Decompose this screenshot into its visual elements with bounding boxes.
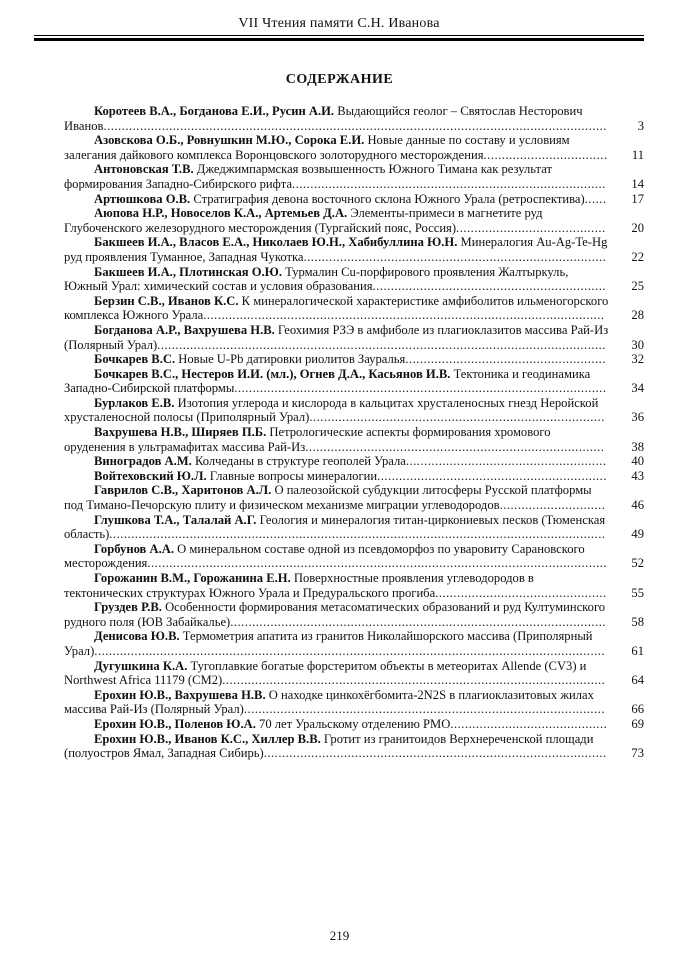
toc-entry-text [34,133,610,162]
entry-authors: Горожанин В.М., Горожанина Е.Н. [94,571,291,585]
toc-entry-text [34,732,610,761]
entry-title: Геохимия РЗЭ в амфиболе из плагиоклазитов массива Рай-Из (Полярный Урал) [64,322,609,352]
entry-page: 64 [631,673,644,688]
toc-entry [34,717,644,732]
toc-entry [34,352,644,367]
dot-leader: ........................................... [450,716,608,731]
dot-leader: ......................................... [456,220,606,235]
toc-entry [34,133,644,162]
header-rule-thin [34,35,644,36]
dot-leader: .............................................................................................................................. [147,556,608,571]
entry-page: 25 [631,279,644,294]
dot-leader: ................................................................ [372,279,606,294]
toc-entry-text [34,192,610,207]
toc-entry-text [34,235,610,264]
entry-page: 34 [631,381,644,396]
entry-authors: Дугушкина К.А. [94,658,188,673]
toc-entry-text [34,352,610,367]
running-head: VII Чтения памяти С.Н. Иванова [238,16,440,31]
dot-leader: .............................................................................................. [263,746,607,761]
entry-page: 14 [631,176,644,191]
entry-page: 22 [631,249,644,264]
header-rule-thick [34,38,644,41]
entry-authors: Бурлаков Е.В. [94,395,175,410]
entry-title: Турмалин Cu-порфирового проявления Жалтыркуль, Южный Урал: химический состав и условия образования [64,264,569,294]
entry-authors: Ерохин Ю.В., Иванов К.С., Хиллер В.В. [94,731,321,746]
toc-entry-text [34,600,610,629]
entry-authors: Ерохин Ю.В., Вахрушева Н.В. [94,687,266,702]
toc-entry-text [34,425,610,454]
dot-leader: .................................. [483,147,608,162]
toc-entry [34,732,644,761]
entry-authors: Артюшкова О.В. [94,191,191,206]
toc-entry [34,688,644,717]
entry-page: 73 [631,746,644,761]
entry-title: Изотопия углерода и кислорода в кальцитах хрусталеносных гнезд Неройской хрусталеносной полосы (Приполярный Урал) [64,395,599,425]
entry-title: Стратиграфия девона восточного склона Южного Урала (ретроспектива) [193,191,585,206]
entry-page: 58 [631,614,644,629]
toc-entry-text [34,513,610,542]
entry-authors: Берзин С.В., Иванов К.С. [94,293,239,308]
toc-entry-text [34,367,610,396]
entry-authors: Ерохин Ю.В., Поленов Ю.А. [94,716,256,731]
toc-entry [34,629,644,658]
dot-leader: ....................................................... [405,352,606,367]
toc-entry-text [34,162,610,191]
toc-entry [34,454,644,469]
dot-leader: ...................................................................................... [292,176,606,191]
dot-leader: .............................................................................................................. [203,308,605,323]
entry-authors: Войтеховский Ю.Л. [94,468,207,483]
dot-leader: ............................................................... [377,468,607,483]
toc-entry [34,162,644,191]
dot-leader: ...... [584,191,607,206]
entry-authors: Денисова Ю.В. [94,629,180,644]
toc-list [34,104,644,761]
toc-title: СОДЕРЖАНИЕ [285,72,394,87]
entry-title: Джеджимпармская возвышенность Южного Тимана как результат формирования Западно-Сибирского рифта [64,162,552,191]
entry-title: О палеозойской субдукции литосферы Русской платформы под Тимано-Печорскую плиту и физическом механизме миграции углеводородов [64,483,592,513]
entry-title: Новые данные по составу и условиям залегания дайкового комплекса Воронцовского золоторудного месторождения [64,133,570,162]
dot-leader: ........................................................................................................................... [157,337,606,352]
dot-leader: ................................................................................... [303,249,607,264]
toc-entry [34,294,644,323]
dot-leader: .................................................................................. [305,439,605,454]
entry-authors: Бочкарев В.С., Нестеров И.И. (мл.), Огнев Д.А., Касьянов И.В. [94,366,451,381]
toc-entry-text [34,206,610,235]
toc-entry-text [34,454,610,469]
toc-entry [34,659,644,688]
dot-leader: ............................. [499,498,606,513]
entry-authors: Горбунов А.А. [94,541,174,556]
entry-authors: Виноградов А.М. [94,454,192,469]
entry-authors: Азовскова О.Б., Ровнушкин М.Ю., Сорока Е.И. [94,133,365,148]
entry-page: 40 [631,454,644,469]
dot-leader: ...................................................................................................... [234,381,607,396]
entry-authors: Бочкарев В.С. [94,352,176,367]
toc-entry [34,571,644,600]
toc-entry-text [34,104,610,133]
entry-title: 70 лет Уральскому отделению РМО [259,716,451,731]
entry-authors: Бакшеев И.А., Плотинская О.Ю. [94,264,283,279]
entry-title: Особенности формирования метасоматических образований и руд Култуминского рудного поля (ЮВ Забайкалье) [64,600,606,629]
toc-entry [34,483,644,512]
entry-authors: Бакшеев И.А., Власов Е.А., Николаев Ю.Н., Хабибуллина Ю.Н. [94,235,458,250]
entry-authors: Груздев Р.В. [94,600,162,615]
entry-authors: Глушкова Т.А., Талалай А.Г. [94,512,257,527]
toc-entry [34,235,644,264]
entry-page: 3 [637,118,644,133]
dot-leader: ....................................................................................................... [230,614,607,629]
entry-title: Тугоплавкие богатые форстеритом объекты в метеоритах Allende (CV3) и Northwest Africa 11179 (CM2) [64,658,587,688]
toc-entry-text [34,469,610,484]
entry-page: 46 [631,498,644,513]
entry-page: 17 [631,191,644,206]
entry-authors: Вахрушева Н.В., Ширяев П.Б. [94,425,267,440]
toc-entry [34,367,644,396]
entry-page: 28 [631,308,644,323]
entry-title: Минералогия Au-Ag-Te-Hg руд проявления Туманное, Западная Чукотка [64,235,608,264]
toc-entry [34,323,644,352]
toc-entry-text [34,717,610,732]
entry-page: 69 [631,716,644,731]
dot-leader: ................................................................................. [309,410,605,425]
entry-page: 49 [631,527,644,542]
entry-title: О находке цинкохёгбомита-2N2S в плагиоклазитовых жилах массива Рай-Из (Полярный Урал) [64,687,594,717]
dot-leader: ......................................................................................................... [222,673,606,688]
toc-entry-text [34,294,610,323]
entry-title: Поверхностные проявления углеводородов в тектонических структурах Южного Урала и Предуральского прогиба [64,571,534,600]
entry-title: Колчеданы в структуре геополей Урала [194,454,406,469]
toc-entry [34,265,644,294]
entry-page: 20 [631,220,644,235]
toc-entry [34,542,644,571]
entry-title: Геология и минералогия титан-циркониевых песков (Тюменская область) [64,512,606,542]
dot-leader: ........................................................................................................................................ [109,527,606,542]
dot-leader: ................................................................................................... [243,702,606,717]
entry-title: Новые U-Pb датировки риолитов Зауралья [178,352,406,367]
toc-entry-text [34,688,610,717]
entry-title: Термометрия апатита из гранитов Николайшорского массива (Приполярный Урал) [64,629,593,658]
entry-page: 66 [631,702,644,717]
toc-entry-text [34,323,610,352]
toc-entry [34,469,644,484]
entry-page: 43 [631,468,644,483]
dot-leader: ............................................................................................................................................ [94,643,606,658]
entry-title: К минералогической характеристике амфиболитов ильменогорского комплекса Южного Урала [64,293,609,323]
toc-entry-text [34,483,610,512]
toc-entry-text [34,396,610,425]
entry-page: 38 [631,439,644,454]
entry-title: Элементы-примеси в магнетите руд Глубоченского железорудного месторождения (Тургайский пояс, Россия) [64,206,543,235]
toc-entry [34,600,644,629]
entry-page: 52 [631,556,644,571]
toc-entry [34,396,644,425]
toc-entry-text [34,629,610,658]
entry-title: Главные вопросы минералогии [209,468,378,483]
dot-leader: ....................................................... [405,454,607,469]
entry-title: О минеральном составе одной из псевдоморфоз по уваровиту Сарановского месторождения [64,541,585,571]
entry-title: Петрологические аспекты формирования хромового оруденения в ультрамафитах массива Рай-Из [64,425,551,454]
entry-title: Выдающийся геолог – Святослав Несторович Иванов [64,104,583,133]
entry-authors: Коротеев В.А., Богданова Е.И., Русин А.И. [94,104,335,118]
entry-title: Тектоника и геодинамика Западно-Сибирской платформы [64,366,591,396]
entry-authors: Аюпова Н.Р., Новоселов К.А., Артемьев Д.А. [94,206,348,221]
entry-page: 32 [631,352,644,367]
entry-page: 11 [631,147,644,162]
dot-leader: .......................................................................................................................................... [103,118,607,133]
page-number: 219 [329,928,350,943]
entry-page: 55 [631,585,644,600]
entry-page: 36 [631,410,644,425]
toc-entry-text [34,571,610,600]
entry-authors: Богданова А.Р., Вахрушева Н.В. [94,322,275,337]
toc-entry [34,104,644,133]
toc-entry-text [34,659,610,688]
toc-entry [34,425,644,454]
dot-leader: ............................................... [435,585,607,600]
entry-authors: Гаврилов С.В., Харитонов А.Л. [94,483,272,498]
entry-page: 61 [631,643,644,658]
entry-page: 30 [631,337,644,352]
entry-title: Гротит из гранитоидов Верхнереченской площади (полуостров Ямал, Западная Сибирь) [64,731,594,761]
toc-entry [34,192,644,207]
entry-authors: Антоновская Т.В. [94,162,194,177]
toc-entry-text [34,542,610,571]
toc-entry-text [34,265,610,294]
toc-entry [34,513,644,542]
toc-entry [34,206,644,235]
